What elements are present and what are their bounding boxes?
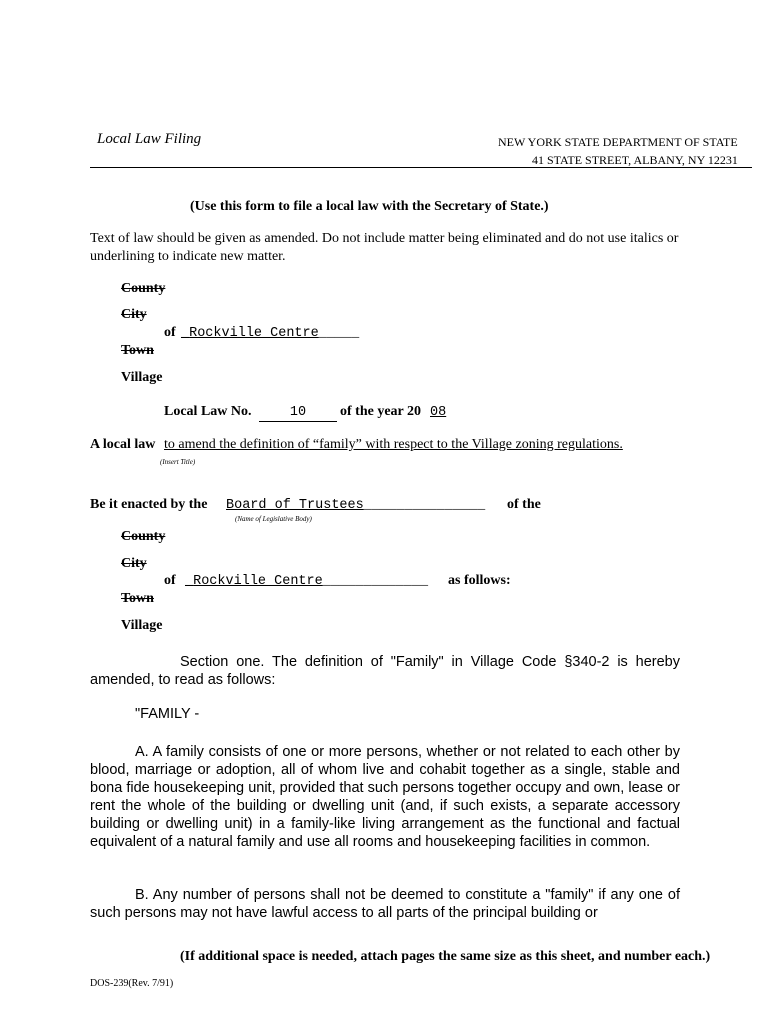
municipality-name-value-2: _Rockville Centre <box>185 574 323 589</box>
of-label-2: of <box>164 573 176 588</box>
department-address: 41 STATE STREET, ALBANY, NY 12231 <box>532 153 738 167</box>
family-heading: "FAMILY - <box>135 706 200 722</box>
enactment-label: Be it enacted by the <box>90 497 208 512</box>
type-town-2: Town <box>121 591 154 606</box>
municipality-name-trail: _____ <box>318 326 360 341</box>
section-one-text: Section one. The definition of "Family" in Village Code §340-2 is hereby amended, to read as follows: <box>90 654 680 688</box>
legislative-body-value: Board of Trustees <box>226 498 364 513</box>
local-law-number-value: 10 <box>289 405 307 420</box>
form-note: Text of law should be given as amended. Do not include matter being eliminated and do not use italics or underlining to indicate new matter. <box>90 231 679 264</box>
year-label: of the year 20 <box>340 404 421 419</box>
as-follows-label: as follows: <box>448 573 511 588</box>
insert-title-caption: (Insert Title) <box>160 458 196 466</box>
paragraph-a: A. A family consists of one or more persons, whether or not related to each other by blood, marriage or adoption, all of whom live and cohabit together as a single, stable and bona fide housekeeping unit, provided that such persons together occupy and own, lease or rent the whole of the building or dwelling unit (and, if such exists, a separate accessory building or dwelling unit) in a family-like living arrangement as the functional and factual equivalent of a natural family and use all rooms and housekeeping facilities in common. <box>90 744 680 850</box>
of-label: of <box>164 325 176 340</box>
type-town: Town <box>121 343 154 358</box>
local-law-number-field[interactable] <box>259 405 337 422</box>
form-title: Local Law Filing <box>97 131 202 147</box>
additional-space-note: (If additional space is needed, attach pages the same size as this sheet, and number each.) <box>180 949 711 964</box>
local-law-title-field[interactable]: to amend the definition of “family” with respect to the Village zoning regulations. <box>164 437 623 452</box>
type-county: County <box>121 281 166 296</box>
municipality-name-field-2[interactable] <box>185 574 428 589</box>
municipality-name-trail-2: _____________ <box>322 574 429 589</box>
department-name: NEW YORK STATE DEPARTMENT OF STATE <box>498 135 738 149</box>
year-suffix-field[interactable]: 08 <box>430 405 447 420</box>
legislative-body-trail: _______________ <box>363 498 486 513</box>
local-law-title-label: A local law <box>90 437 156 452</box>
form-identifier: DOS-239(Rev. 7/91) <box>90 978 174 989</box>
legislative-body-caption: (Name of Legislative Body) <box>235 515 312 523</box>
type-village-2: Village <box>121 618 163 633</box>
paragraph-b: B. Any number of persons shall not be deemed to constitute a "family" if any one of such persons may not have lawful access to all parts of the principal building or <box>90 887 680 921</box>
of-the-label: of the <box>507 497 541 512</box>
municipality-name-field[interactable] <box>181 326 359 341</box>
type-city-2: City <box>121 556 147 571</box>
header-rule <box>90 167 752 168</box>
type-county-2: County <box>121 529 166 544</box>
local-law-label: Local Law No. <box>164 404 252 419</box>
municipality-name-value: _Rockville Centre <box>181 326 319 341</box>
form-instruction: (Use this form to file a local law with the Secretary of State.) <box>190 199 549 214</box>
type-village: Village <box>121 370 163 385</box>
type-city: City <box>121 307 147 322</box>
legislative-body-field[interactable] <box>226 498 485 513</box>
